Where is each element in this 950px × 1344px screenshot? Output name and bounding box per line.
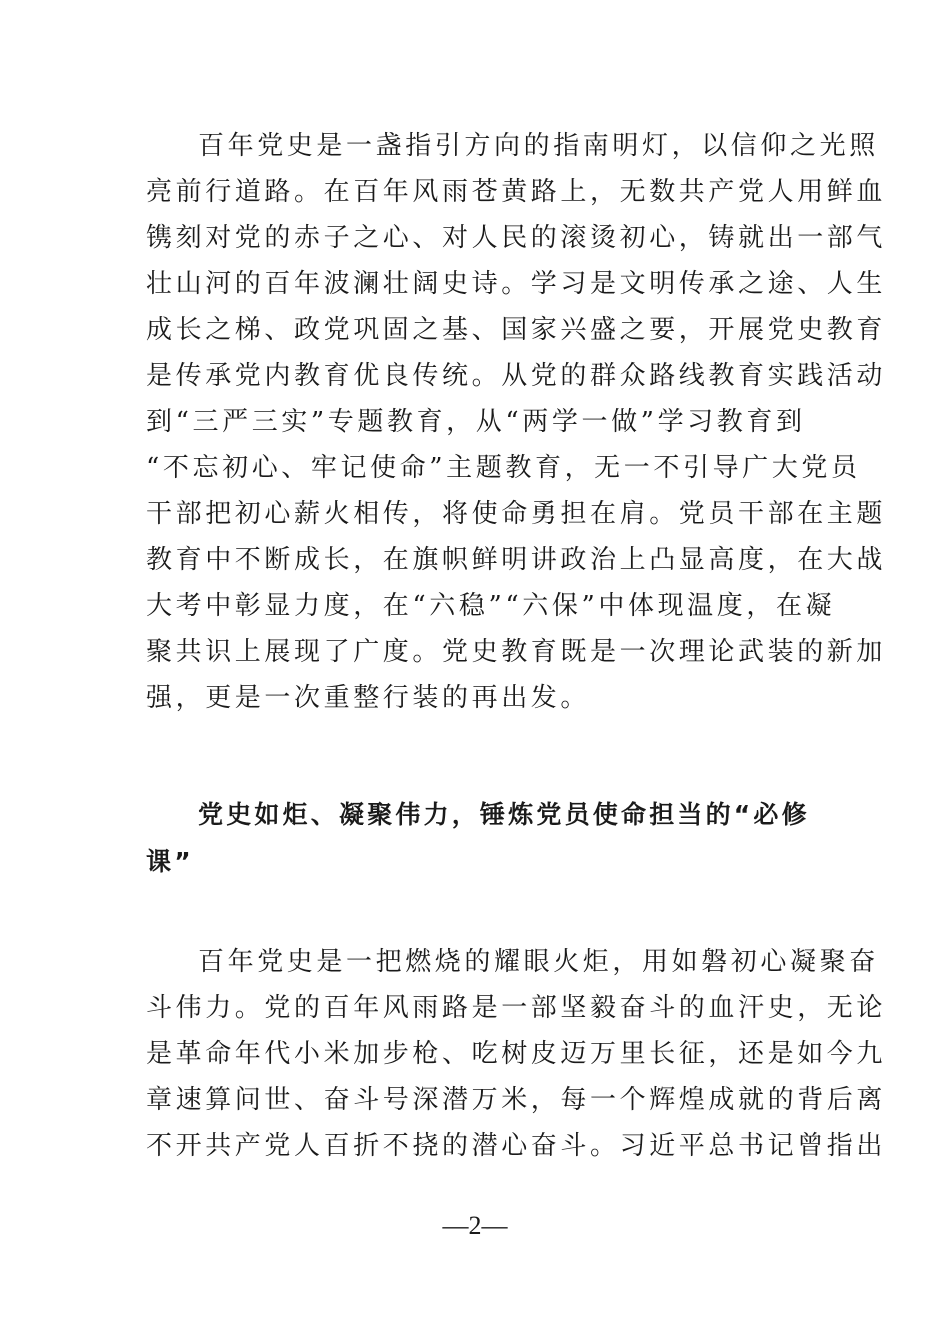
paragraph-line: 不开共产党人百折不挠的潜心奋斗。习近平总书记曾指出	[146, 1131, 887, 1161]
paragraph-line: 百年党史是一把燃烧的耀眼火炬，用如磐初心凝聚奋	[198, 947, 879, 977]
paragraph-line: 大考中彰显力度，在“六稳”“六保”中体现温度，在凝	[146, 591, 836, 621]
paragraph-line: 镌刻对党的赤子之心、对人民的滚烫初心，铸就出一部气	[146, 223, 887, 253]
paragraph-line: 到“三严三实”专题教育，从“两学一做”学习教育到	[146, 407, 806, 437]
paragraph-line: 干部把初心薪火相传，将使命勇担在肩。党员干部在主题	[146, 499, 887, 529]
paragraph-line: 亮前行道路。在百年风雨苍黄路上，无数共产党人用鲜血	[146, 177, 887, 207]
paragraph-line: 强，更是一次重整行装的再出发。	[146, 683, 591, 713]
page-number: —2—	[442, 1211, 508, 1240]
paragraph-line: 成长之梯、政党巩固之基、国家兴盛之要，开展党史教育	[146, 315, 887, 345]
heading-line: 课”	[146, 847, 194, 876]
paragraph-line: 百年党史是一盏指引方向的指南明灯，以信仰之光照	[198, 131, 879, 161]
paragraph-line: 聚共识上展现了广度。党史教育既是一次理论武装的新加	[146, 637, 887, 667]
paragraph-line: 是革命年代小米加步枪、吃树皮迈万里长征，还是如今九	[146, 1039, 887, 1069]
paragraph-line: 斗伟力。党的百年风雨路是一部坚毅奋斗的血汗史，无论	[146, 993, 887, 1023]
heading-line: 党史如炬、凝聚伟力，锤炼党员使命担当的“必修	[198, 800, 810, 829]
paragraph-line: 章速算问世、奋斗号深潜万米，每一个辉煌成就的背后离	[146, 1085, 887, 1115]
paragraph-line: 是传承党内教育优良传统。从党的群众路线教育实践活动	[146, 361, 887, 391]
paragraph-line: 教育中不断成长，在旗帜鲜明讲政治上凸显高度，在大战	[146, 545, 887, 575]
paragraph-line: “不忘初心、牢记使命”主题教育，无一不引导广大党员	[146, 453, 861, 483]
paragraph-line: 壮山河的百年波澜壮阔史诗。学习是文明传承之途、人生	[146, 269, 887, 299]
